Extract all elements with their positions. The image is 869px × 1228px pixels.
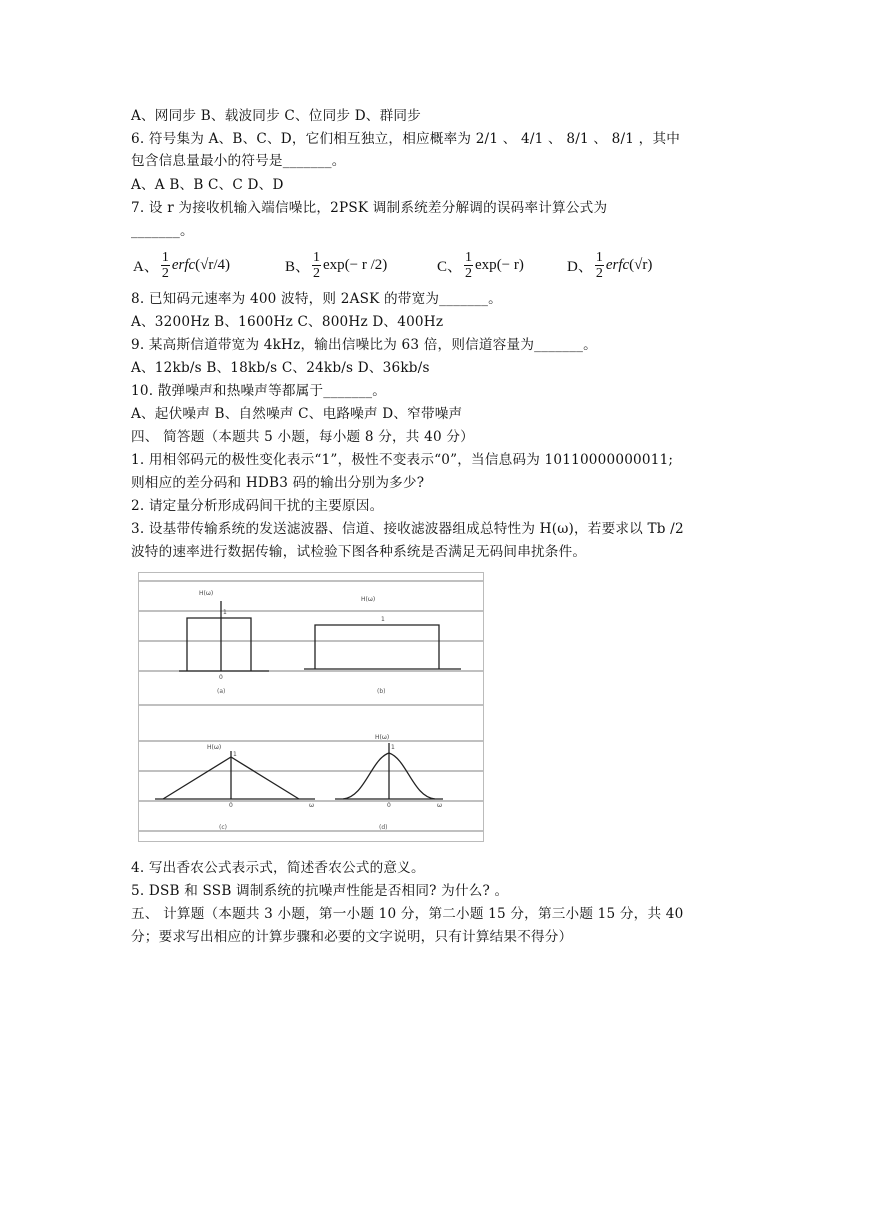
panel-b-caption: (b) <box>377 688 386 695</box>
function-name: erfc <box>605 256 630 273</box>
panel-a-origin: 0 <box>219 674 223 681</box>
panel-c <box>155 744 315 831</box>
q7-option-a <box>133 246 230 284</box>
fraction: $\frac{1}{2}$ <box>313 249 321 281</box>
option-label: D、 <box>567 258 593 275</box>
q6-options: A、A B、B C、C D、D <box>131 177 284 193</box>
q7-option-d <box>567 246 652 284</box>
function-arg: (− r /2) <box>344 256 388 273</box>
panel-c-peak: 1 <box>233 751 237 758</box>
function-name: exp <box>475 256 497 273</box>
panel-a-ylabel: H(ω) <box>199 590 214 597</box>
function-arg: (− r) <box>496 256 524 273</box>
panel-d-caption: (d) <box>379 824 388 831</box>
q10-options: A、起伏噪声 B、自然噪声 C、电路噪声 D、窄带噪声 <box>131 406 463 422</box>
panel-d <box>335 734 443 831</box>
option-label: B、 <box>285 258 311 275</box>
q7-stem: 7. 设 r 为接收机输入端信噪比，2PSK 调制系统差分解调的误码率计算公式为 <box>131 200 608 216</box>
q7-option-b <box>285 246 387 284</box>
s4-q4: 4. 写出香农公式表示式，简述香农公式的意义。 <box>131 860 425 876</box>
q9-options: A、12kb/s B、18kb/s C、24kb/s D、36kb/s <box>131 360 430 376</box>
fraction: $\frac{1}{2}$ <box>465 249 473 281</box>
function-arg: (√r) <box>629 256 653 273</box>
panel-d-omega: ω <box>437 802 443 809</box>
fraction: $\frac{1}{2}$ <box>161 249 169 281</box>
panel-c-omega: ω <box>309 802 315 809</box>
panel-a <box>179 590 269 695</box>
function-name: erfc <box>171 256 196 273</box>
s4-q1-cont: 则相应的差分码和 HDB3 码的输出分别为多少? <box>131 475 425 491</box>
q7-formula-options <box>131 246 691 284</box>
q10-stem: 10. 散弹噪声和热噪声等都属于_______。 <box>131 383 387 399</box>
panel-c-caption: (c) <box>219 824 227 831</box>
panel-a-peak: 1 <box>223 609 227 616</box>
option-label: A、 <box>133 258 159 275</box>
s4-q2: 2. 请定量分析形成码间干扰的主要原因。 <box>131 498 384 514</box>
q5-options: A、网同步 B、载波同步 C、位同步 D、群同步 <box>131 108 421 124</box>
q7-blank: _______。 <box>131 223 194 239</box>
q7-option-c <box>437 246 524 284</box>
s4-q5: 5. DSB 和 SSB 调制系统的抗噪声性能是否相同? 为什么? 。 <box>131 883 509 899</box>
q8-options: A、3200Hz B、1600Hz C、800Hz D、400Hz <box>131 314 444 330</box>
panel-d-ylabel: H(ω) <box>375 734 390 741</box>
panel-b-peak: 1 <box>381 616 385 623</box>
fraction: $\frac{1}{2}$ <box>595 249 603 281</box>
section-5-heading-cont: 分；要求写出相应的计算步骤和必要的文字说明，只有计算结果不得分） <box>131 929 573 945</box>
transfer-function-figure <box>138 572 484 842</box>
panel-d-origin: 0 <box>387 802 391 809</box>
q8-stem: 8. 已知码元速率为 400 波特，则 2ASK 的带宽为_______。 <box>131 291 502 307</box>
s4-q1: 1. 用相邻码元的极性变化表示“1”，极性不变表示“0”，当信息码为 10110000000011; <box>131 452 674 468</box>
function-arg: (√r/4) <box>195 256 231 273</box>
q6-stem-cont: 包含信息量最小的符号是_______。 <box>131 153 346 169</box>
function-name: exp <box>323 256 345 273</box>
panel-c-origin: 0 <box>229 802 233 809</box>
section-4-heading: 四、 简答题（本题共 5 小题，每小题 8 分，共 40 分） <box>131 429 474 445</box>
q9-stem: 9. 某高斯信道带宽为 4kHz，输出信噪比为 63 倍，则信道容量为_______。 <box>131 337 597 353</box>
section-5-heading: 五、 计算题（本题共 3 小题，第一小题 10 分，第二小题 15 分，第三小题 15 分，共 40 <box>131 906 684 922</box>
s4-q3: 3. 设基带传输系统的发送滤波器、信道、接收滤波器组成总特性为 H(ω)，若要求以 Tb /2 <box>131 521 684 537</box>
panel-d-peak: 1 <box>391 744 395 751</box>
panel-c-ylabel: H(ω) <box>207 744 222 751</box>
panel-b-ylabel: H(ω) <box>361 596 376 603</box>
s4-q3-cont: 波特的速率进行数据传输，试检验下图各种系统是否满足无码间串扰条件。 <box>131 544 587 560</box>
q6-stem: 6. 符号集为 A、B、C、D，它们相互独立，相应概率为 2/1 、 4/1 、 8/1 、 8/1 ，其中 <box>131 131 681 147</box>
option-label: C、 <box>437 258 463 275</box>
panel-a-caption: (a) <box>217 688 226 695</box>
